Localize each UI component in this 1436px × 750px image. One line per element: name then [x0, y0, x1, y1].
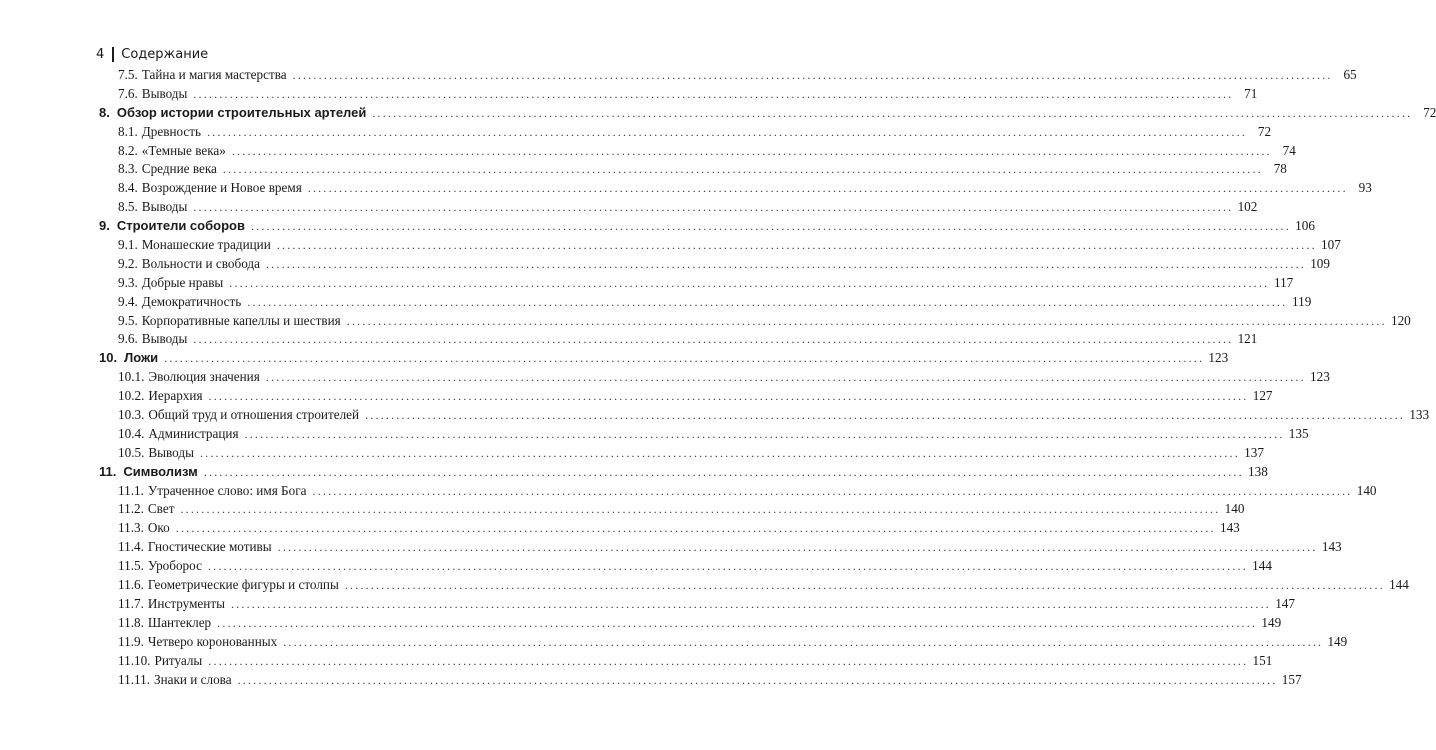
- entry-title: Четверо коронованных: [147, 633, 278, 649]
- entry-number: 9.2.: [118, 255, 138, 271]
- entry-title: Выводы: [141, 85, 188, 101]
- toc-section-entry: [0, 595, 1295, 614]
- toc-section-entry: [0, 274, 1294, 293]
- dot-leader: ........................................................................................................................................................................................................: [175, 521, 1216, 536]
- entry-title: Корпоративные капеллы и шествия: [141, 312, 341, 328]
- dot-leader: ........................................................................................................................................................................................................: [276, 238, 1317, 253]
- toc-section-entry: [0, 123, 1272, 142]
- entry-title: Гностические мотивы: [147, 539, 272, 555]
- entry-title: Возрождение и Новое время: [141, 180, 302, 196]
- toc-section-entry: [0, 236, 1341, 255]
- entry-number: 10.3.: [118, 407, 145, 423]
- entry-title: «Темные века»: [141, 142, 226, 158]
- dot-leader: ........................................................................................................................................................................................................: [344, 578, 1385, 593]
- dot-leader: ........................................................................................................................................................................................................: [208, 653, 1249, 668]
- entry-page-number: 151: [1252, 652, 1273, 668]
- entry-number: 9.1.: [118, 237, 138, 253]
- toc-section-entry: [0, 330, 1258, 349]
- dot-leader: ........................................................................................................................................................................................................: [237, 672, 1278, 687]
- dot-leader: ........................................................................................................................................................................................................: [207, 124, 1248, 139]
- entry-title: Древность: [141, 123, 202, 139]
- entry-number: 11.5.: [118, 558, 144, 574]
- dot-leader: ........................................................................................................................................................................................................: [193, 332, 1234, 347]
- entry-title: Уроборос: [147, 558, 202, 574]
- dot-leader: ........................................................................................................................................................................................................: [265, 370, 1306, 385]
- entry-page-number: 127: [1252, 388, 1273, 404]
- entry-number: 8.4.: [118, 180, 138, 196]
- entry-page-number: 144: [1252, 558, 1272, 574]
- entry-number: 11.10.: [118, 652, 151, 668]
- dot-leader: ........................................................................................................................................................................................................: [283, 634, 1324, 649]
- entry-page-number: 133: [1409, 407, 1430, 423]
- entry-number: 8.1.: [118, 123, 138, 139]
- page-number: 4: [96, 46, 105, 62]
- toc-section-entry: [0, 142, 1296, 161]
- dot-leader: ........................................................................................................................................................................................................: [277, 540, 1318, 555]
- dot-leader: ........................................................................................................................................................................................................: [203, 464, 1244, 479]
- entry-number: 11.11.: [118, 671, 150, 687]
- entry-page-number: 135: [1288, 425, 1309, 441]
- entry-page-number: 149: [1327, 633, 1348, 649]
- entry-page-number: 120: [1390, 312, 1411, 328]
- entry-page-number: 123: [1310, 369, 1330, 385]
- entry-page-number: 117: [1273, 274, 1294, 290]
- toc-section-entry: [0, 406, 1430, 425]
- toc-section-entry: [0, 576, 1409, 595]
- toc-section-entry: [0, 198, 1258, 217]
- entry-title: Монашеские традиции: [141, 237, 271, 253]
- entry-title: Демократичность: [141, 293, 242, 309]
- entry-page-number: 71: [1244, 85, 1258, 101]
- entry-number: 9.: [99, 218, 110, 234]
- entry-title: Иерархия: [148, 388, 203, 404]
- entry-title: Обзор истории строительных артелей: [116, 104, 367, 120]
- toc-chapter-entry: [0, 104, 1436, 123]
- toc-section-entry: [0, 633, 1348, 652]
- entry-title: Средние века: [141, 161, 217, 177]
- toc-section-entry: [0, 179, 1372, 198]
- entry-number: 7.6.: [118, 85, 138, 101]
- dot-leader: ........................................................................................................................................................................................................: [164, 351, 1205, 366]
- toc-section-entry: [0, 444, 1264, 463]
- dot-leader: ........................................................................................................................................................................................................: [217, 615, 1258, 630]
- entry-title: Символизм: [123, 463, 198, 479]
- entry-number: 8.: [99, 104, 110, 120]
- toc-section-entry: [0, 557, 1272, 576]
- toc-chapter-entry: [0, 463, 1268, 482]
- entry-number: 11.: [99, 463, 117, 479]
- entry-page-number: 107: [1321, 237, 1341, 253]
- entry-number: 11.9.: [118, 633, 144, 649]
- running-head-title: Содержание: [121, 46, 209, 62]
- entry-number: 8.2.: [118, 142, 138, 158]
- entry-number: 11.7.: [118, 595, 144, 611]
- entry-number: 8.3.: [118, 161, 138, 177]
- dot-leader: ........................................................................................................................................................................................................: [312, 483, 1353, 498]
- entry-page-number: 143: [1219, 520, 1240, 536]
- entry-page-number: 143: [1321, 539, 1342, 555]
- entry-page-number: 121: [1237, 331, 1258, 347]
- entry-page-number: 109: [1310, 255, 1330, 271]
- entry-number: 8.5.: [118, 199, 138, 215]
- entry-title: Тайна и магия мастерства: [141, 67, 287, 82]
- toc-section-entry: [0, 255, 1330, 274]
- entry-title: Общий труд и отношения строителей: [148, 407, 360, 423]
- entry-title: Вольности и свобода: [141, 255, 260, 271]
- entry-title: Ритуалы: [154, 652, 203, 668]
- entry-page-number: 123: [1208, 350, 1229, 366]
- entry-page-number: 93: [1358, 180, 1372, 196]
- toc-chapter-entry: [0, 217, 1315, 236]
- toc-section-entry: [0, 652, 1273, 671]
- dot-leader: ........................................................................................................................................................................................................: [230, 596, 1271, 611]
- entry-page-number: 106: [1295, 218, 1315, 234]
- entry-title: Выводы: [141, 331, 188, 347]
- toc-section-entry: [0, 425, 1309, 444]
- entry-number: 11.8.: [118, 614, 144, 630]
- entry-title: Шантеклер: [147, 614, 212, 630]
- dot-leader: ........................................................................................................................................................................................................: [180, 502, 1221, 517]
- dot-leader: ........................................................................................................................................................................................................: [208, 389, 1249, 404]
- entry-number: 11.3.: [118, 520, 144, 536]
- dot-leader: ........................................................................................................................................................................................................: [244, 426, 1285, 441]
- entry-page-number: 137: [1244, 444, 1264, 460]
- entry-number: 11.1.: [118, 482, 144, 498]
- dot-leader: ........................................................................................................................................................................................................: [250, 219, 1291, 234]
- dot-leader: ........................................................................................................................................................................................................: [231, 143, 1272, 158]
- running-head-divider: [112, 47, 114, 62]
- entry-page-number: 147: [1275, 595, 1295, 611]
- entry-number: 9.5.: [118, 312, 138, 328]
- dot-leader: ........................................................................................................................................................................................................: [199, 445, 1240, 460]
- dot-leader: ........................................................................................................................................................................................................: [346, 313, 1387, 328]
- dot-leader: ........................................................................................................................................................................................................: [307, 181, 1348, 196]
- entry-title: Добрые нравы: [141, 274, 224, 290]
- dot-leader: ........................................................................................................................................................................................................: [265, 256, 1306, 271]
- entry-number: 11.2.: [118, 501, 144, 517]
- entry-page-number: 157: [1281, 671, 1302, 687]
- entry-title: Свет: [147, 501, 175, 517]
- running-head: [96, 44, 208, 64]
- entry-page-number: 65: [1343, 67, 1357, 82]
- toc-section-entry: [0, 85, 1258, 104]
- entry-number: 7.5.: [118, 67, 138, 82]
- dot-leader: ........................................................................................................................................................................................................: [229, 275, 1270, 290]
- entry-title: Строители соборов: [116, 218, 245, 234]
- entry-number: 9.6.: [118, 331, 138, 347]
- entry-title: Утраченное слово: имя Бога: [147, 482, 307, 498]
- dot-leader: ........................................................................................................................................................................................................: [372, 105, 1413, 120]
- dot-leader: ........................................................................................................................................................................................................: [292, 68, 1333, 82]
- toc-section-entry: [0, 66, 1357, 85]
- table-of-contents: [0, 66, 1436, 689]
- entry-number: 11.6.: [118, 577, 144, 593]
- entry-title: Геометрические фигуры и столпы: [147, 577, 339, 593]
- entry-number: 10.1.: [118, 369, 145, 385]
- entry-number: 9.4.: [118, 293, 138, 309]
- entry-title: Администрация: [148, 425, 239, 441]
- entry-title: Эволюция значения: [148, 369, 260, 385]
- toc-section-entry: [0, 312, 1411, 331]
- toc-section-entry: [0, 387, 1273, 406]
- entry-page-number: 119: [1292, 293, 1312, 309]
- entry-page-number: 72: [1423, 104, 1436, 120]
- entry-title: Инструменты: [147, 595, 225, 611]
- entry-title: Знаки и слова: [154, 671, 232, 687]
- entry-page-number: 72: [1257, 123, 1272, 139]
- entry-page-number: 140: [1356, 482, 1377, 498]
- dot-leader: ........................................................................................................................................................................................................: [365, 408, 1406, 423]
- entry-title: Выводы: [141, 199, 188, 215]
- entry-number: 10.2.: [118, 388, 145, 404]
- entry-page-number: 74: [1282, 142, 1296, 158]
- entry-title: Око: [147, 520, 170, 536]
- entry-number: 10.5.: [118, 444, 145, 460]
- dot-leader: ........................................................................................................................................................................................................: [222, 162, 1263, 177]
- dot-leader: ........................................................................................................................................................................................................: [247, 294, 1288, 309]
- entry-page-number: 102: [1237, 199, 1258, 215]
- toc-section-entry: [0, 538, 1342, 557]
- toc-section-entry: [0, 293, 1312, 312]
- toc-section-entry: [0, 160, 1287, 179]
- entry-page-number: 144: [1389, 577, 1409, 593]
- toc-section-entry: [0, 500, 1245, 519]
- entry-page-number: 138: [1248, 463, 1268, 479]
- dot-leader: ........................................................................................................................................................................................................: [193, 86, 1234, 101]
- entry-title: Выводы: [148, 444, 194, 460]
- toc-section-entry: [0, 614, 1282, 633]
- entry-page-number: 149: [1261, 614, 1282, 630]
- entry-page-number: 140: [1224, 501, 1245, 517]
- toc-section-entry: [0, 368, 1330, 387]
- dot-leader: ........................................................................................................................................................................................................: [193, 200, 1234, 215]
- entry-number: 9.3.: [118, 274, 138, 290]
- entry-number: 10.4.: [118, 425, 145, 441]
- toc-section-entry: [0, 482, 1377, 501]
- entry-title: Ложи: [124, 350, 159, 366]
- entry-number: 11.4.: [118, 539, 144, 555]
- dot-leader: ........................................................................................................................................................................................................: [207, 559, 1248, 574]
- toc-chapter-entry: [0, 349, 1229, 368]
- toc-section-entry: [0, 519, 1240, 538]
- entry-number: 10.: [99, 350, 118, 366]
- toc-section-entry: [0, 671, 1302, 690]
- entry-page-number: 78: [1273, 161, 1287, 177]
